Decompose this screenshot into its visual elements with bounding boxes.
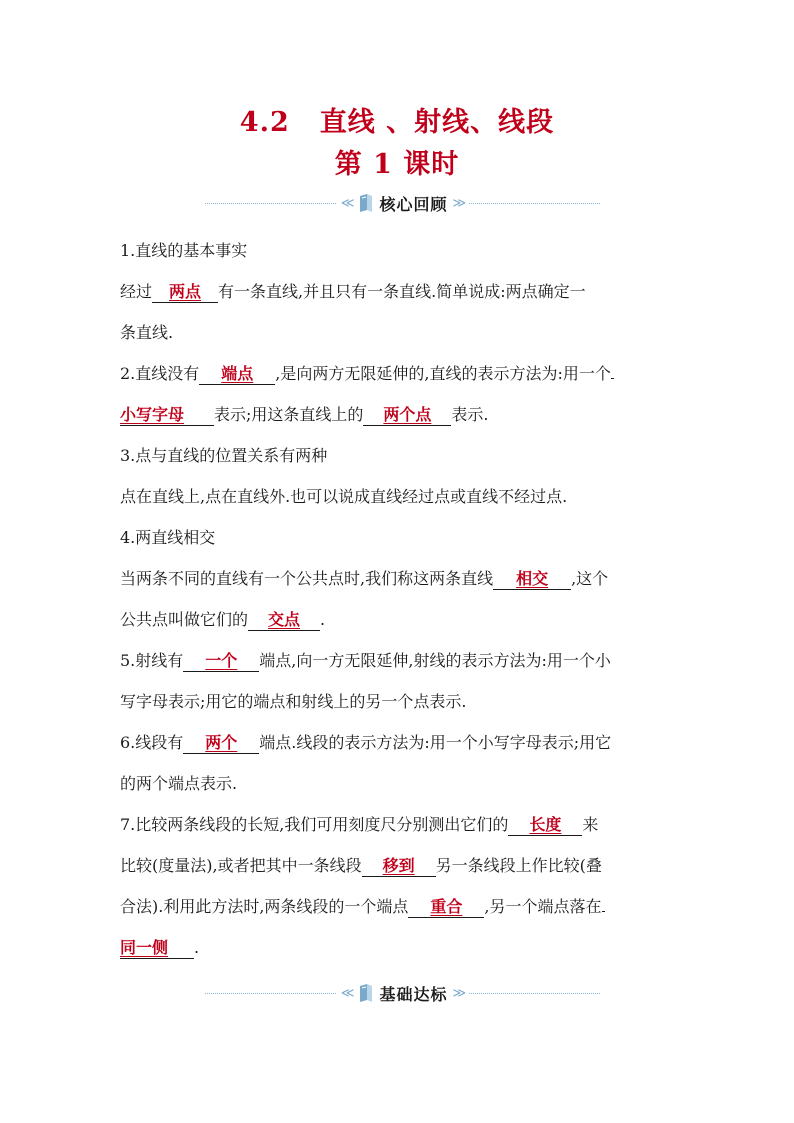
item-7-cont2: 合法).利用此方法时,两条线段的一个端点 重合 ,另一个端点落在 [120,886,680,927]
answer-blank: 两个点 [363,405,451,426]
page-title [0,100,794,139]
section-header-review [205,192,600,214]
item-5-line: 5.射线有 一个 端点,向一方无限延伸,射线的表示方法为:用一个小 [120,651,611,670]
chevron-right-icon: ≫ [452,195,465,211]
review-content [120,230,680,968]
section-label: 核心回顾 [379,194,448,214]
divider-right [469,993,600,994]
item-4-cont: 公共点叫做它们的 交点 . [120,610,326,629]
answer-blank: 两点 [152,282,218,303]
answer-blank: 同一侧 [120,938,194,959]
item-3-heading: 3.点与直线的位置关系有两种 [120,446,328,465]
divider-right [469,203,600,204]
book-icon [358,983,374,1003]
divider-left [205,203,336,204]
answer-blank: 一个 [183,651,259,672]
chevron-left-icon: ≪ [340,985,353,1001]
item-7-cont3: 同一侧 . [120,938,200,957]
chevron-left-icon: ≪ [340,195,353,211]
book-icon [358,193,374,213]
item-6-cont: 的两个端点表示. [120,774,238,793]
item-5-cont: 写字母表示;用它的端点和射线上的另一个点表示. [120,692,467,711]
item-4-line: 当两条不同的直线有一个公共点时,我们称这两条直线 相交 ,这个 [120,569,609,588]
section-header-practice [205,982,600,1004]
item-1-line: 经过 两点 有一条直线,并且只有一条直线.简单说成:两点确定一 [120,282,586,301]
item-1-heading: 1.直线的基本事实 [120,241,248,260]
answer-blank: 端点 [199,364,275,385]
lesson-subtitle: 第 1 课时 [334,149,460,180]
answer-blank: 移到 [362,856,436,877]
chevron-right-icon: ≫ [452,985,465,1001]
item-1-cont: 条直线. [120,323,174,342]
answer-blank: 相交 [493,569,571,590]
item-4-heading: 4.两直线相交 [120,528,216,547]
answer-blank: 长度 [508,815,582,836]
item-3-line: 点在直线上,点在直线外.也可以说成直线经过点或直线不经过点. [120,487,568,506]
item-7-cont: 比较(度量法),或者把其中一条线段 移到 另一条线段上作比较(叠 [120,856,602,875]
item-7-line: 7.比较两条线段的长短,我们可用刻度尺分别测出它们的 长度 来 [120,815,599,834]
section-number: 4.2 [239,107,290,138]
answer-blank: 交点 [248,610,320,631]
item-6-line: 6.线段有 两个 端点.线段的表示方法为:用一个小写字母表示;用它 [120,733,612,752]
divider-left [205,993,336,994]
item-2-line: 2.直线没有 端点 ,是向两方无限延伸的,直线的表示方法为:用一个 [120,353,680,394]
title-text: 直线 、射线、线段 [319,107,555,138]
answer-blank: 小写字母 [120,405,214,426]
section-label: 基础达标 [379,984,448,1004]
item-2-cont: 小写字母 表示;用这条直线上的 两个点 表示. [120,405,489,424]
answer-blank: 两个 [183,733,259,754]
answer-blank: 重合 [408,897,484,918]
